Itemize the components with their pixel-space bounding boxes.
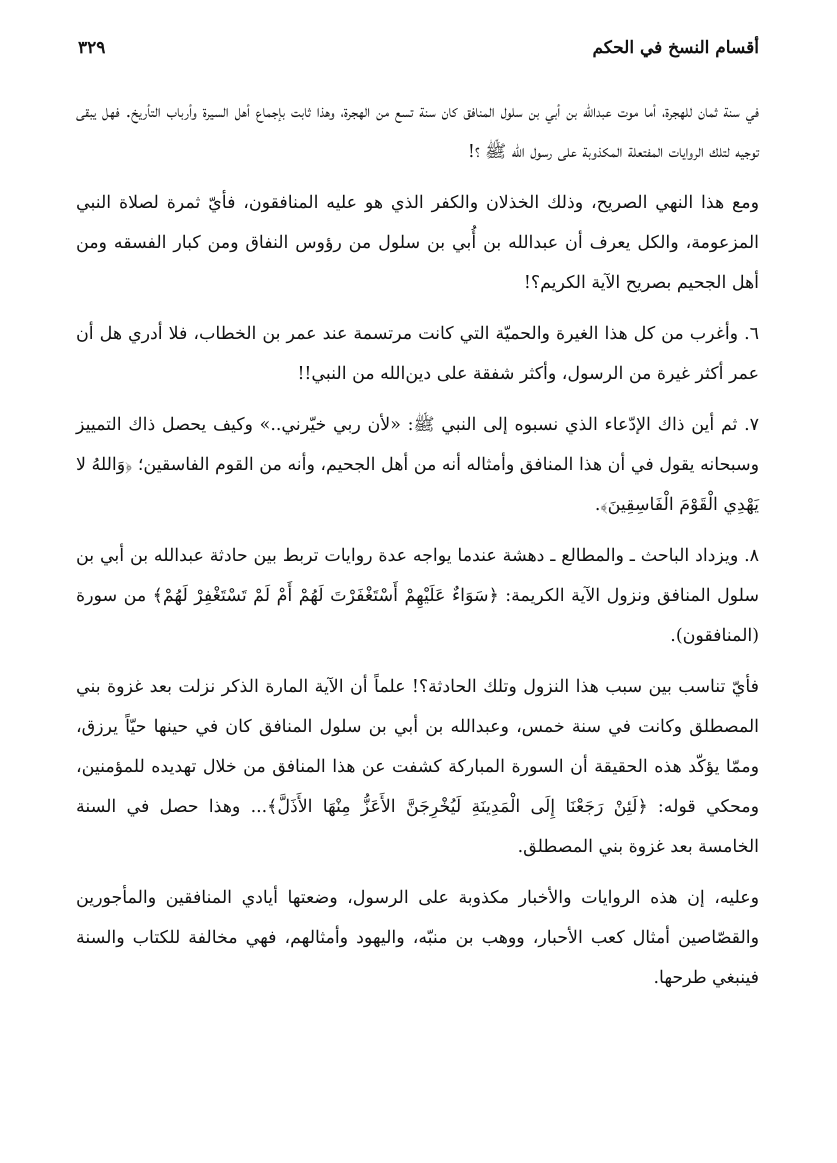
body-text	[76, 92, 759, 998]
page-number: ٣٢٩	[78, 38, 106, 58]
paragraph-conclusion: وعليه، إن هذه الروايات والأخبار مكذوبة على الرسول، وضعتها أيادي المنافقين والمأجورين والقصّاصين أمثال كعب الأحبار، ووهب بن منبّه، واليهود وأمثالهم، فهي مخالفة للكتاب والسنة فينبغي طرحها.	[76, 888, 759, 988]
paragraph-prohibition: ومع هذا النهي الصريح، وذلك الخذلان والكفر الذي هو عليه المنافقون، فأيّ ثمرة لصلاة النبي المزعومة، والكل يعرف أن عبدالله بن أُبي بن سلول من رؤوس النفاق ومن كبار الفسقه ومن أهل الجحيم بصريح الآية الكريم؟!	[76, 193, 759, 293]
paragraph-revelation-context: فأيّ تناسب بين سبب هذا النزول وتلك الحادثة؟! علماً أن الآية المارة الذكر نزلت بعد غزوة بني المصطلق وكانت في سنة خمس، وعبدالله بن أبي بن سلول المنافق كان في حينها حيّاً يرزق، وممّا يؤكّد هذه الحقيقة أن السورة المباركة كشفت عن هذا المنافق من خلال تهديده للمؤمنين، ومحكي قوله: ﴿لَئِنْ رَجَعْنَا إِلَى الْمَدِينَةِ لَيُخْرِجَنَّ الأَعَزُّ مِنْهَا الأَذَلَّ﴾... وهذا حصل في السنة الخامسة بعد غزوة بني المصطلق.	[76, 677, 759, 857]
running-header	[78, 34, 759, 62]
chapter-title: أقسام النسخ في الحكم	[592, 38, 759, 58]
paragraph-point-8: ٨. ويزداد الباحث ـ والمطالع ـ دهشة عندما يواجه عدة روايات تربط بين حادثة عبدالله بن أبي بن سلول المنافق ونزول الآية الكريمة: ﴿سَوَاءٌ عَلَيْهِمْ أَسْتَغْفَرْتَ لَهُمْ أَمْ لَمْ تَسْتَغْفِرْ لَهُمْ﴾ من سورة (المنافقون).	[76, 546, 759, 646]
paragraph-continuation: في سنة ثمان للهجرة، أما موت عبدالله بن أبي بن سلول المنافق كان سنة تسع من الهجرة، وهذا ثابت بإجماع أهل السيرة وأرباب التأريخ. فهل يبقى توجيه لتلك الروايات المفتعلة المكذوبة على رسول الله ﷺ ؟!	[76, 102, 759, 162]
paragraph-point-6: ٦. وأغرب من كل هذا الغيرة والحميّة التي كانت مرتسمة عند عمر بن الخطاب، فلا أدري هل أن عمر أكثر غيرة من الرسول، وأكثر شفقة على دين‌الله من النبي!!	[76, 324, 759, 384]
paragraph-point-7: ٧. ثم أين ذاك الإدّعاء الذي نسبوه إلى النبي ﷺ: «لأن ربي خيّرني..» وكيف يحصل ذاك التمييز وسبحانه يقول في أن هذا المنافق وأمثاله أنه من أهل الجحيم، وأنه من القوم الفاسقين؛ ﴿وَاللهُ لا يَهْدِي الْقَوْمَ الْفَاسِقِينَ﴾.	[76, 415, 759, 515]
